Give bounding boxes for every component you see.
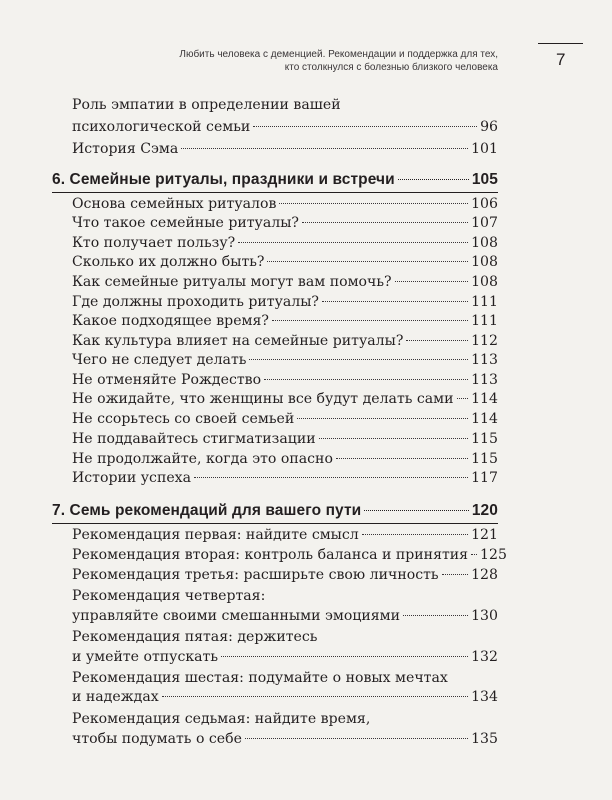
toc-entry-page: 121 — [471, 527, 498, 543]
dot-leader — [322, 301, 468, 302]
toc-entry-page: 96 — [480, 119, 498, 135]
dot-leader — [238, 242, 468, 243]
dot-leader — [442, 574, 469, 575]
dot-leader — [267, 261, 468, 262]
dot-leader — [395, 281, 469, 282]
toc-entry-title: Не поддавайтесь стигматизации — [72, 431, 316, 447]
toc-entry-title: Не ссорьтесь со своей семьей — [72, 411, 295, 427]
chapter-title: 7. Семь рекомендаций для вашего пути — [52, 502, 362, 519]
dot-leader — [181, 148, 468, 149]
toc-entry[interactable] — [72, 470, 498, 486]
toc-entry-line1: Рекомендация пятая: держитесь — [72, 629, 318, 645]
dot-leader — [362, 534, 468, 535]
toc-entry-title: и надеждах — [72, 689, 159, 705]
dot-leader — [336, 458, 468, 459]
dot-leader — [264, 379, 468, 380]
toc-entry-title: Как семейные ритуалы могут вам помочь? — [72, 274, 392, 290]
running-head-line2: кто столкнулся с болезнью близкого человека — [284, 62, 498, 73]
toc-entry[interactable] — [72, 313, 498, 329]
toc-entry-page: 114 — [471, 391, 498, 407]
toc-entry-page: 113 — [471, 372, 498, 388]
dot-leader — [403, 615, 468, 616]
dot-leader — [249, 359, 468, 360]
toc-entry-title: Как культура влияет на семейные ритуалы? — [72, 333, 404, 349]
toc-entry-title: Сколько их должно быть? — [72, 254, 265, 270]
toc-entry-title: История Сэма — [72, 141, 179, 157]
running-head — [78, 48, 498, 74]
toc-entry[interactable] — [72, 411, 498, 427]
dot-leader — [253, 126, 477, 127]
toc-entry[interactable] — [72, 141, 498, 157]
toc-entry-page: 112 — [471, 333, 498, 349]
toc-entry[interactable] — [72, 372, 498, 388]
toc-entry-page: 115 — [471, 451, 498, 467]
toc-entry[interactable] — [72, 333, 498, 349]
toc-entry[interactable] — [72, 215, 498, 231]
toc-entry-page: 101 — [471, 141, 498, 157]
toc-entry-page: 111 — [471, 294, 498, 310]
dot-leader — [245, 738, 468, 739]
toc-entry[interactable] — [72, 649, 498, 665]
dot-leader — [279, 203, 468, 204]
toc-entry-page: 130 — [471, 608, 498, 624]
toc-entry[interactable] — [72, 608, 498, 624]
toc-entry[interactable] — [72, 731, 498, 747]
toc-entry[interactable] — [72, 235, 498, 251]
dot-leader — [297, 418, 468, 419]
dot-leader — [194, 477, 468, 478]
toc-entry-line1: Рекомендация шестая: подумайте о новых мечтах — [72, 670, 448, 686]
toc-entry-page: 113 — [471, 352, 498, 368]
toc-entry-title: управляйте своими смешанными эмоциями — [72, 608, 401, 624]
chapter-heading[interactable] — [52, 171, 498, 189]
toc-entry-page: 128 — [471, 567, 498, 583]
toc-entry-page: 135 — [471, 731, 498, 747]
dot-leader — [162, 696, 468, 697]
toc-entry-page: 106 — [471, 196, 498, 212]
toc-entry-page: 134 — [471, 689, 498, 705]
toc-entry-title: Истории успеха — [72, 470, 192, 486]
toc-entry-page: 114 — [471, 411, 498, 427]
toc-entry[interactable] — [72, 547, 507, 563]
toc-entry[interactable] — [72, 431, 498, 447]
toc-entry-page: 115 — [471, 431, 498, 447]
toc-entry-line1: Роль эмпатии в определении вашей — [72, 97, 341, 113]
toc-entry-page: 108 — [471, 254, 498, 270]
toc-entry-title: Основа семейных ритуалов — [72, 196, 277, 212]
running-head-line1: Любить человека с деменцией. Рекомендации и поддержка для тех, — [179, 49, 498, 60]
dot-leader — [406, 340, 468, 341]
toc-entry[interactable] — [72, 119, 498, 135]
toc-entry-title: Не продолжайте, когда это опасно — [72, 451, 333, 467]
toc-entry-title: Не отменяйте Рождество — [72, 372, 262, 388]
toc-entry[interactable] — [72, 567, 498, 583]
toc-entry-line1: Рекомендация седьмая: найдите время, — [72, 711, 371, 727]
dot-leader — [457, 398, 469, 399]
dot-leader — [272, 320, 468, 321]
toc-entry-page: 108 — [471, 274, 498, 290]
toc-entry-title: Не ожидайте, что женщины все будут делать сами — [72, 391, 454, 407]
dot-leader — [319, 438, 468, 439]
chapter-rule — [52, 192, 498, 193]
page-number-rule — [538, 43, 583, 44]
toc-entry-title: Рекомендация первая: найдите смысл — [72, 527, 359, 543]
chapter-title: 6. Семейные ритуалы, праздники и встречи — [52, 171, 395, 188]
toc-entry-page: 108 — [471, 235, 498, 251]
toc-entry-page: 111 — [471, 313, 498, 329]
toc-entry-title: Где должны проходить ритуалы? — [72, 294, 319, 310]
toc-entry-title: Что такое семейные ритуалы? — [72, 215, 299, 231]
toc-entry[interactable] — [72, 689, 498, 705]
chapter-page: 120 — [471, 502, 498, 519]
chapter-heading[interactable] — [52, 502, 498, 520]
toc-entry-page: 125 — [480, 547, 507, 563]
chapter-page: 105 — [471, 171, 498, 188]
chapter-rule — [52, 523, 498, 524]
dot-leader — [471, 554, 477, 555]
toc-entry-title: Чего не следует делать — [72, 352, 247, 368]
toc-entry-page: 117 — [471, 470, 498, 486]
dot-leader — [398, 179, 469, 180]
toc-entry-title: Рекомендация третья: расширьте свою личность — [72, 567, 439, 583]
toc-entry-title: чтобы подумать о себе — [72, 731, 242, 747]
toc-entry[interactable] — [72, 527, 498, 543]
toc-entry-title: психологической семьи — [72, 119, 251, 135]
toc-entry[interactable] — [72, 196, 498, 212]
dot-leader — [221, 656, 468, 657]
toc-entry[interactable] — [72, 391, 498, 407]
toc-entry-page: 132 — [471, 649, 498, 665]
toc-entry-title: Рекомендация вторая: контроль баланса и принятия — [72, 547, 469, 563]
toc-entry[interactable] — [72, 294, 498, 310]
toc-entry-title: и умейте отпускать — [72, 649, 219, 665]
toc-entry-title: Кто получает пользу? — [72, 235, 236, 251]
dot-leader — [302, 222, 468, 223]
page-number: 7 — [556, 50, 566, 69]
toc-entry[interactable] — [72, 451, 498, 467]
toc-entry[interactable] — [72, 274, 498, 290]
dot-leader — [364, 510, 469, 511]
toc-entry-page: 107 — [471, 215, 498, 231]
toc-entry[interactable] — [72, 254, 498, 270]
toc-entry-title: Какое подходящее время? — [72, 313, 269, 329]
toc-entry-line1: Рекомендация четвертая: — [72, 588, 266, 604]
toc-entry[interactable] — [72, 352, 498, 368]
